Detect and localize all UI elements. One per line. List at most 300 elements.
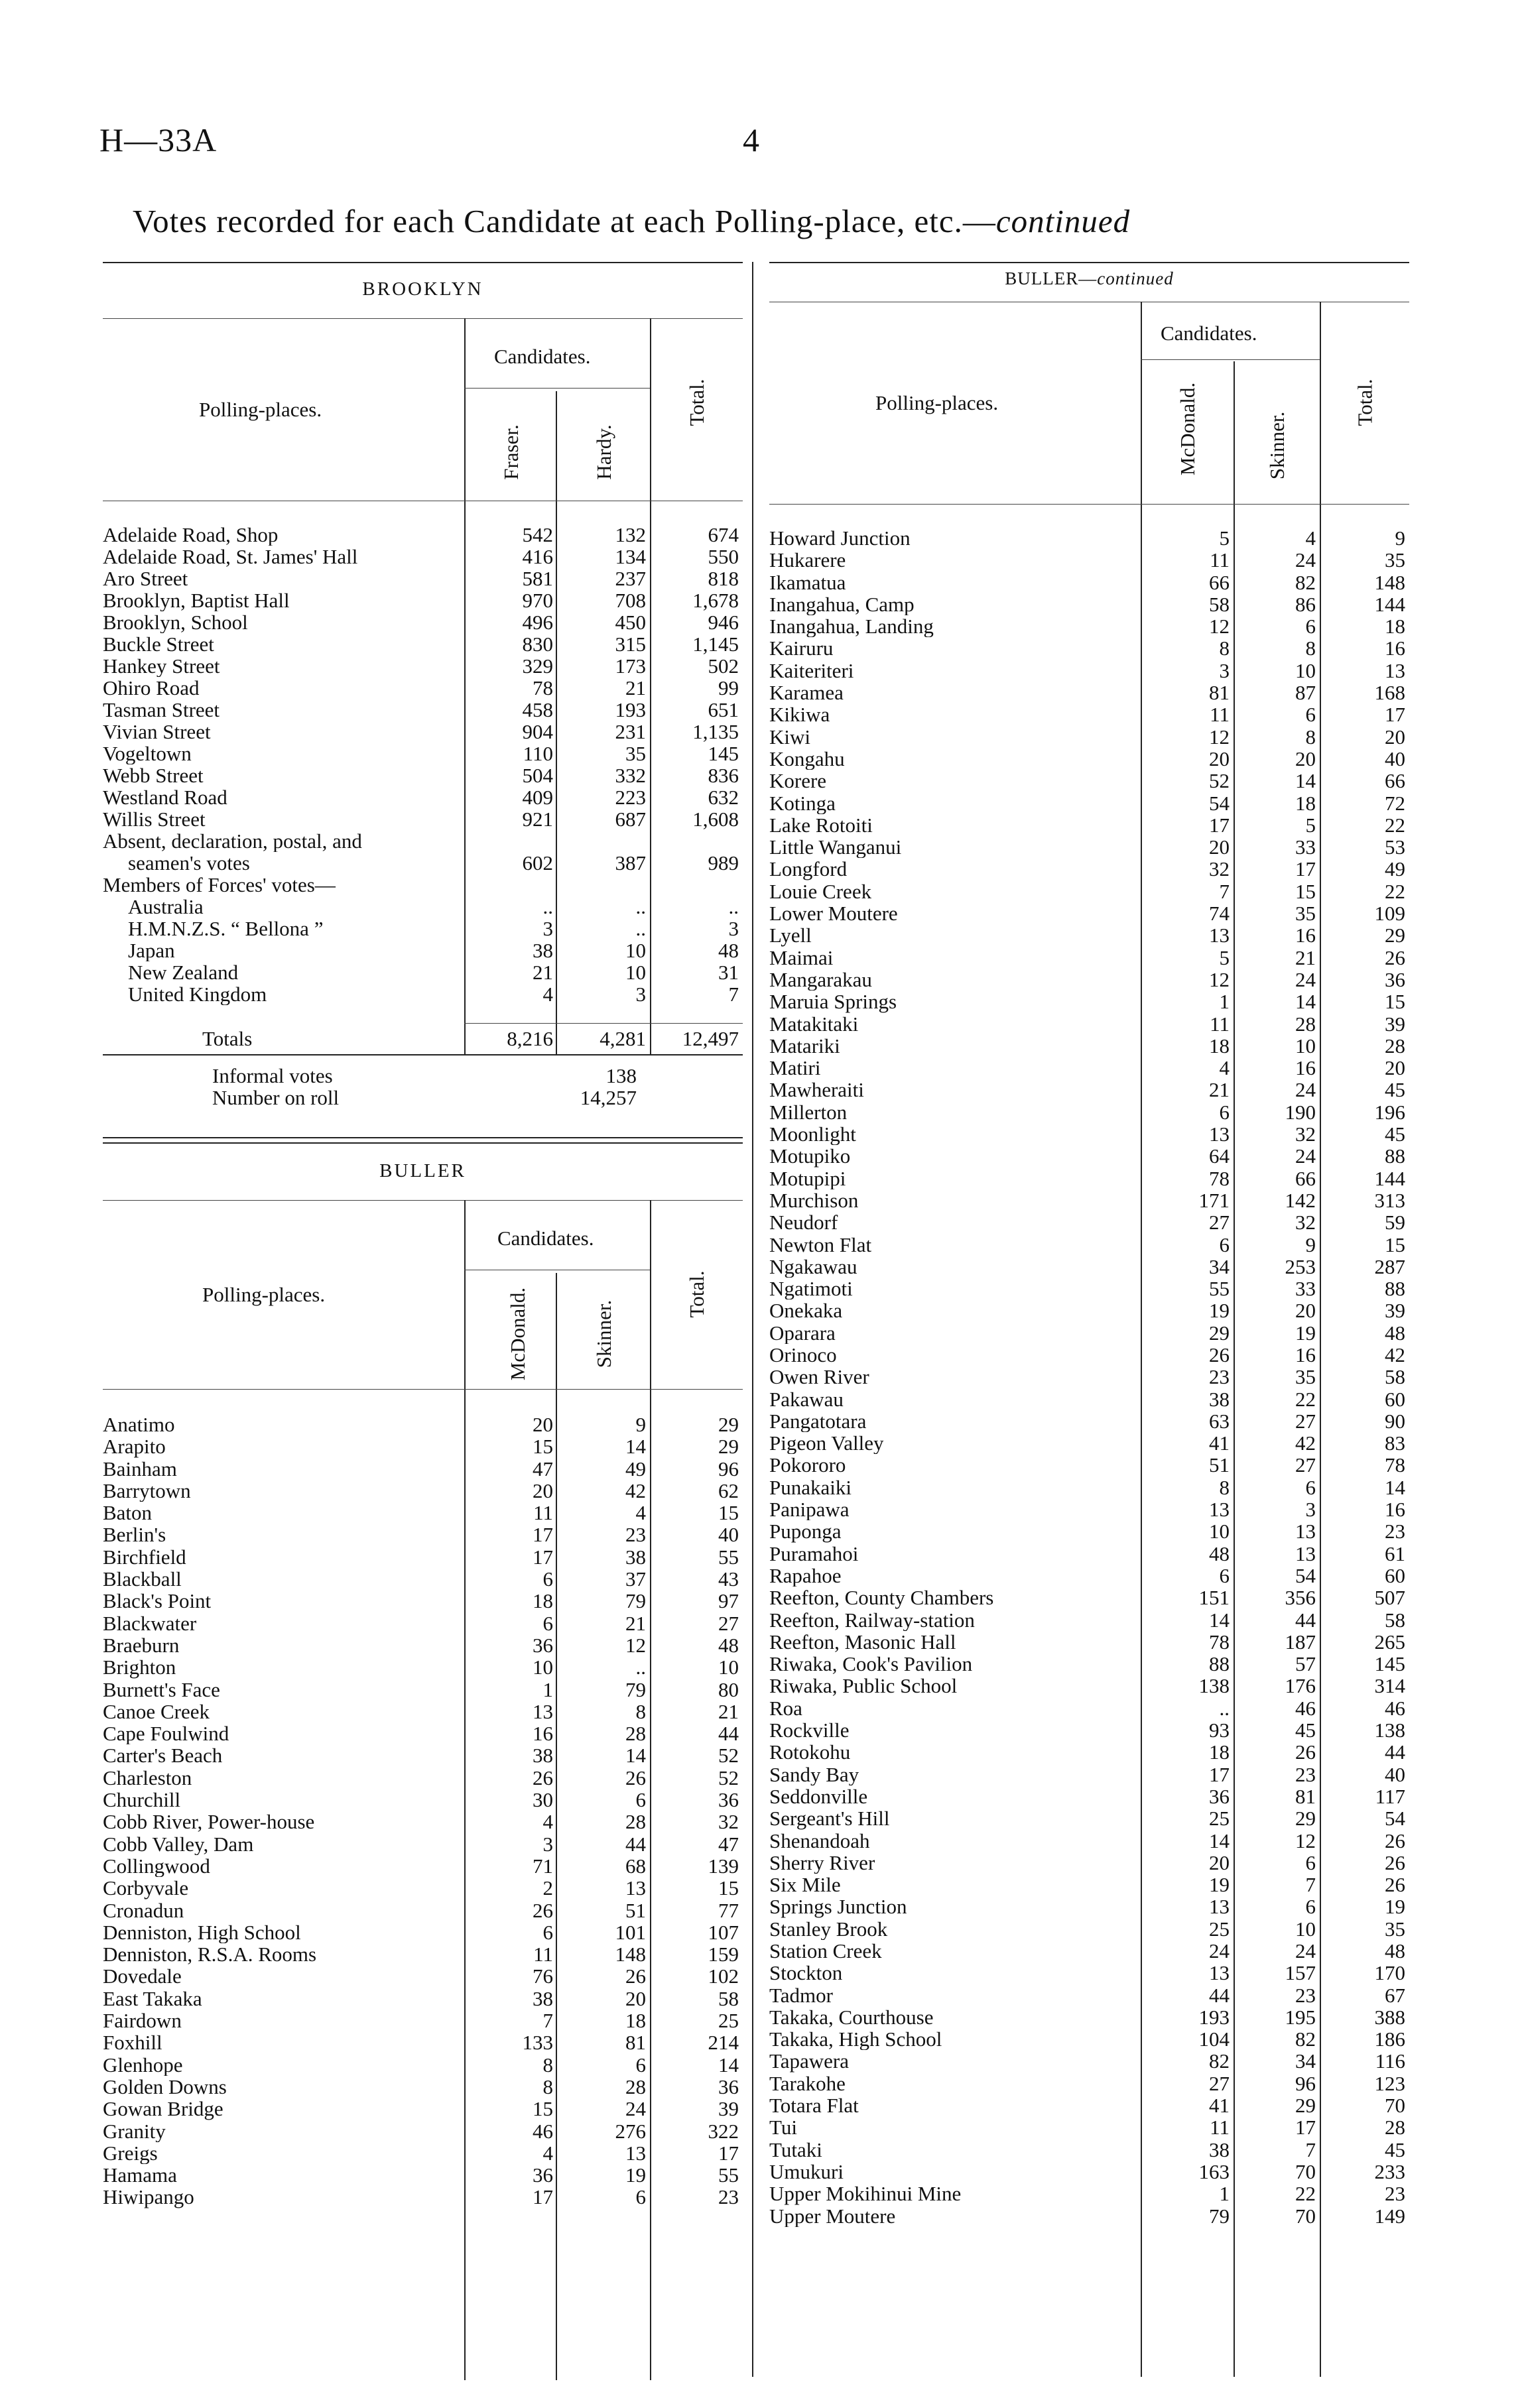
candidate-1-votes: 48 [1209,1542,1230,1565]
table-row [103,1524,743,1545]
total-votes: 139 [708,1854,739,1878]
candidate-2-votes: 27 [1295,1454,1316,1476]
table-row [769,1256,1409,1278]
candidate-2-votes: 27 [1295,1410,1316,1433]
polling-place-name: Granity [103,2120,166,2142]
brooklyn-col-hardy: Hardy. [592,424,615,480]
polling-place-name: Anatimo [103,1414,175,1436]
table-row [769,1565,1409,1587]
candidate-1-votes: 17 [1209,813,1230,837]
table-row [103,2054,743,2076]
candidate-2-votes: 26 [1295,1741,1316,1764]
polling-place-name: Kairuru [769,637,834,660]
page-title-continued: continued [995,203,1131,239]
candidate-1-votes: .. [1219,1697,1230,1720]
total-votes: 66 [1385,770,1405,792]
candidate-1-votes: 13 [1209,924,1230,947]
candidate-2-votes: 13 [625,1877,646,1899]
total-votes: 48 [718,939,739,961]
polling-place-name: Brooklyn, School [103,611,248,633]
candidate-1-votes: 30 [533,1789,553,1811]
polling-place-name: Korere [769,770,827,792]
candidate-1-votes: 11 [1210,2116,1230,2139]
candidate-1-votes: 3 [1219,659,1230,682]
polling-place-name: Tutaki [769,2138,822,2161]
candidate-2-votes: 45 [1295,1719,1316,1742]
total-votes: 1,135 [692,721,739,743]
table-row [103,2142,743,2164]
total-votes: 20 [1385,1057,1405,1079]
candidate-1-votes: 64 [1209,1145,1230,1168]
total-votes: 36 [1385,968,1405,991]
polling-place-name: Newton Flat [769,1233,872,1256]
candidate-2-votes: 35 [1295,902,1316,925]
polling-place-name: seamen's votes [128,852,250,874]
table-row [103,961,743,983]
candidate-2-votes: 6 [1305,615,1316,638]
candidate-2-votes: 6 [1305,1476,1316,1499]
total-votes: 40 [1385,747,1405,770]
total-votes: 58 [718,1987,739,2010]
buller-col-mcdonald: McDonald. [506,1287,529,1381]
table-row [103,1789,743,1811]
total-votes: 388 [1374,2006,1405,2029]
table-row [769,924,1409,946]
table-row [769,1587,1409,1608]
total-votes: 29 [718,1414,739,1436]
total-votes: 35 [1385,549,1405,572]
polling-place-name: Kongahu [769,747,845,770]
candidate-1-votes: 830 [522,633,553,655]
polling-place-name: Howard Junction [769,527,911,550]
table-row [103,1590,743,1612]
total-votes: 48 [1385,1940,1405,1962]
candidate-2-votes: 173 [615,655,646,677]
candidate-2-votes: 237 [615,568,646,589]
brooklyn-total-hardy: 4,281 [600,1028,646,1050]
table-row [769,2161,1409,2183]
total-votes: 18 [1385,615,1405,638]
candidate-2-votes: 708 [615,589,646,611]
column-divider [752,262,753,2377]
candidate-2-votes: 66 [1295,1167,1316,1189]
candidate-2-votes: .. [635,896,646,918]
table-row [769,1454,1409,1476]
candidate-1-votes: 32 [1209,858,1230,880]
candidate-1-votes: 171 [1198,1189,1230,1212]
candidate-2-votes: 28 [625,1811,646,1833]
candidate-1-votes: 18 [1209,1741,1230,1764]
buller-cont-col-mcdonald: McDonald. [1176,382,1199,476]
total-votes: 148 [1374,571,1405,593]
buller-header-bottom-rule [103,1389,743,1390]
candidate-2-votes: 32 [1295,1123,1316,1146]
candidate-1-votes: 496 [522,611,553,633]
candidate-1-votes: 20 [1209,836,1230,859]
table-row [769,748,1409,770]
total-votes: 314 [1374,1675,1405,1697]
table-row [769,1918,1409,1940]
polling-place-name: Charleston [103,1766,192,1789]
polling-place-name: Pokororo [769,1454,846,1476]
table-row [769,1520,1409,1542]
candidate-2-votes: 26 [625,1965,646,1988]
candidate-2-votes: 10 [625,961,646,983]
candidate-1-votes: 18 [533,1590,553,1612]
candidate-1-votes: 8 [1219,637,1230,660]
candidate-2-votes: 49 [625,1457,646,1480]
polling-place-name: Little Wanganui [769,836,902,859]
total-votes: 1,678 [692,589,739,611]
polling-place-name: Onekaka [769,1299,843,1322]
table-row [769,902,1409,924]
candidate-2-votes: 17 [1295,858,1316,880]
candidate-1-votes: 17 [533,1545,553,1569]
polling-place-name: Cronadun [103,1899,184,1921]
candidate-2-votes: 6 [635,1789,646,1811]
candidate-1-votes: 10 [1209,1520,1230,1543]
table-row [769,1764,1409,1785]
candidate-1-votes: 15 [533,2098,553,2120]
candidate-1-votes: 602 [522,852,553,874]
table-row [769,2183,1409,2204]
total-votes: 29 [1385,924,1405,947]
candidate-1-votes: 25 [1209,1917,1230,1940]
candidate-1-votes: 13 [1209,1498,1230,1521]
candidate-2-votes: 6 [1305,703,1316,726]
table-row [769,527,1409,549]
polling-place-name: Motupiko [769,1145,851,1168]
table-row [103,1414,743,1435]
candidate-1-votes: 13 [533,1700,553,1723]
polling-place-name: Ngatimoti [769,1278,853,1300]
polling-place-name: Tapawera [769,2050,850,2073]
table-row [103,1679,743,1701]
polling-place-name: Station Creek [769,1940,882,1962]
brooklyn-total-fraser: 8,216 [507,1028,553,1050]
total-votes: 26 [1385,1829,1405,1852]
polling-place-name: Hiwipango [103,2186,194,2208]
table-row [769,836,1409,858]
table-row [769,2116,1409,2138]
polling-place-name: Corbyvale [103,1877,189,1899]
polling-place-name: Rapahoe [769,1564,842,1587]
table-row [769,1145,1409,1167]
candidate-2-votes: 29 [1295,1807,1316,1830]
candidate-2-votes: 6 [1305,1896,1316,1918]
total-votes: 836 [708,764,739,786]
total-votes: 80 [718,1678,739,1701]
total-votes: 48 [1385,1321,1405,1344]
candidate-2-votes: 20 [1295,747,1316,770]
candidate-1-votes: 12 [1209,725,1230,748]
table-row [769,2006,1409,2028]
brooklyn-col-total: Total. [685,379,708,426]
total-votes: 97 [718,1590,739,1612]
candidate-1-votes: 11 [533,1502,553,1524]
table-row [769,814,1409,836]
table-row [769,1697,1409,1719]
table-row [769,703,1409,725]
total-votes: 507 [1374,1587,1405,1609]
polling-place-name: Birchfield [103,1545,186,1569]
table-row [769,593,1409,615]
candidate-1-votes: 41 [1209,2094,1230,2117]
polling-place-name: Canoe Creek [103,1700,210,1723]
candidate-2-votes: 79 [625,1590,646,1612]
total-votes: 144 [1374,1167,1405,1189]
polling-place-name: Six Mile [769,1874,841,1896]
polling-place-name: United Kingdom [128,983,267,1005]
table-row [769,1807,1409,1829]
table-row [769,1278,1409,1299]
table-row [103,1722,743,1744]
table-row [769,1874,1409,1896]
polling-place-name: Ohiro Road [103,677,200,699]
candidate-2-votes: 356 [1285,1587,1316,1609]
total-votes: 550 [708,546,739,568]
polling-place-name: Japan [128,939,175,961]
candidate-1-votes: 11 [1210,1012,1230,1035]
candidate-1-votes: 409 [522,786,553,808]
table-row [769,991,1409,1012]
total-votes: 26 [1385,1851,1405,1874]
candidate-2-votes: 82 [1295,2028,1316,2051]
table-row [103,1568,743,1590]
table-row [103,1634,743,1656]
candidate-1-votes: 21 [533,961,553,983]
polling-place-name: Sandy Bay [769,1763,859,1785]
polling-place-name: Moonlight [769,1123,856,1146]
buller-cont-col-polling: Polling-places. [875,391,999,414]
polling-place-name: Kaiteriteri [769,659,854,682]
candidate-2-votes: 22 [1295,2183,1316,2205]
candidate-1-votes: 3 [542,918,553,939]
polling-place-name: Willis Street [103,808,206,830]
total-votes: 196 [1374,1101,1405,1124]
candidate-2-votes: 17 [1295,2116,1316,2139]
table-row [103,1656,743,1678]
candidate-1-votes: 14 [1209,1608,1230,1631]
total-votes: 28 [1385,2116,1405,2139]
candidate-2-votes: 38 [625,1545,646,1569]
candidate-1-votes: 17 [1209,1763,1230,1785]
candidate-2-votes: 33 [1295,1278,1316,1300]
total-votes: 48 [718,1634,739,1657]
table-row [769,549,1409,571]
polling-place-name: East Takaka [103,1987,202,2010]
table-row [769,1388,1409,1410]
polling-place-name: Pigeon Valley [769,1432,884,1455]
polling-place-name: Brighton [103,1656,176,1679]
candidate-2-votes: 14 [1295,991,1316,1013]
total-votes: 27 [718,1612,739,1634]
total-votes: 214 [708,2031,739,2054]
total-votes: 818 [708,568,739,589]
candidate-2-votes: 16 [1295,924,1316,947]
brooklyn-cand-rule [464,388,650,389]
table-row [769,572,1409,593]
table-row [769,1410,1409,1432]
candidate-2-votes: 231 [615,721,646,743]
polling-place-name: Longford [769,858,848,880]
polling-place-name: Panipawa [769,1498,850,1521]
polling-place-name: Kotinga [769,792,836,814]
candidate-2-votes: .. [635,1656,646,1679]
polling-place-name: Millerton [769,1101,848,1124]
total-votes: 14 [718,2053,739,2076]
candidate-1-votes: 26 [1209,1343,1230,1366]
candidate-1-votes: 7 [542,2010,553,2032]
total-votes: 651 [708,699,739,721]
total-votes: 49 [1385,858,1405,880]
candidate-2-votes: 195 [1285,2006,1316,2029]
candidate-1-votes: 581 [522,568,553,589]
candidate-2-votes: 332 [615,764,646,786]
candidate-1-votes: 11 [1210,703,1230,726]
table-row [769,2073,1409,2094]
table-row [103,568,743,589]
polling-place-name: Sherry River [769,1851,875,1874]
candidate-2-votes: 23 [1295,1984,1316,2006]
polling-place-name: Fairdown [103,2010,182,2032]
brooklyn-totals-label: Totals [202,1028,253,1050]
total-votes: 32 [718,1811,739,1833]
candidate-1-votes: 4 [542,2141,553,2165]
candidate-1-votes: 17 [533,1524,553,1546]
candidate-1-votes: 6 [1219,1101,1230,1124]
candidate-1-votes: 10 [533,1656,553,1679]
polling-place-name: Riwaka, Cook's Pavilion [769,1653,973,1675]
total-votes: 22 [1385,880,1405,903]
polling-place-name: Burnett's Face [103,1678,220,1701]
buller-cont-top-rule [769,262,1409,263]
total-votes: 62 [718,1479,739,1502]
total-votes: 39 [1385,1299,1405,1322]
total-votes: 322 [708,2120,739,2142]
candidate-2-votes: 8 [1305,637,1316,660]
candidate-1-votes: 6 [542,1921,553,1944]
candidate-1-votes: 18 [1209,1034,1230,1057]
candidate-2-votes: 187 [1285,1630,1316,1654]
total-votes: 52 [718,1766,739,1789]
total-votes: 10 [718,1656,739,1679]
table-row [769,1057,1409,1079]
candidate-2-votes: 96 [1295,2072,1316,2095]
buller-table [103,1414,743,2208]
polling-place-name: Rotokohu [769,1741,851,1764]
table-row [769,1498,1409,1520]
candidate-1-votes: 47 [533,1457,553,1480]
brooklyn-totals-rule [464,1023,743,1024]
candidate-2-votes: 13 [1295,1542,1316,1565]
table-row [769,1852,1409,1874]
total-votes: 22 [1385,813,1405,837]
candidate-2-votes: 19 [625,2164,646,2187]
total-votes: 1,145 [692,633,739,655]
candidate-1-votes: 58 [1209,593,1230,616]
total-votes: 60 [1385,1388,1405,1410]
table-row [103,852,743,874]
table-row [103,1502,743,1524]
candidate-2-votes: .. [635,918,646,939]
total-votes: 60 [1385,1564,1405,1587]
candidate-2-votes: 21 [625,1612,646,1634]
candidate-2-votes: 387 [615,852,646,874]
polling-place-name: Takaka, Courthouse [769,2006,934,2029]
candidate-1-votes: 26 [533,1766,553,1789]
polling-place-name: Baton [103,1502,153,1524]
table-row [769,1035,1409,1057]
candidate-2-votes: 21 [625,677,646,699]
candidate-1-votes: 458 [522,699,553,721]
candidate-1-votes: 21 [1209,1079,1230,1101]
brooklyn-table [103,524,743,1005]
candidate-1-votes: 27 [1209,2072,1230,2095]
candidate-1-votes: 78 [1209,1167,1230,1189]
total-votes: 287 [1374,1255,1405,1278]
table-row [769,770,1409,792]
table-row [769,1896,1409,1917]
total-votes: 9 [1395,527,1405,550]
candidate-2-votes: 57 [1295,1653,1316,1675]
polling-place-name: Arapito [103,1435,166,1458]
candidate-2-votes: 8 [635,1700,646,1723]
polling-place-name: Maruia Springs [769,991,897,1013]
candidate-2-votes: 24 [625,2098,646,2120]
table-row [769,1476,1409,1498]
page-title-main: Votes recorded for each Candidate at each Polling-place, etc.— [133,203,996,239]
brooklyn-roll-value: 14,257 [580,1086,637,1109]
polling-place-name: Stockton [769,1962,843,1984]
brooklyn-top-rule [103,262,743,263]
polling-place-name: Absent, declaration, postal, and [103,830,362,852]
polling-place-name: Upper Mokihinui Mine [769,2183,962,2205]
total-votes: 19 [1385,1896,1405,1918]
candidate-1-votes: 1 [542,1678,553,1701]
brooklyn-col-polling: Polling-places. [199,398,322,421]
candidate-1-votes: 55 [1209,1278,1230,1300]
candidate-2-votes: 190 [1285,1101,1316,1124]
polling-place-name: Denniston, R.S.A. Rooms [103,1943,317,1966]
table-row [103,874,743,896]
candidate-1-votes: 329 [522,655,553,677]
candidate-1-votes: 13 [1209,1896,1230,1918]
candidate-1-votes: 7 [1219,880,1230,903]
polling-place-name: Blackball [103,1568,182,1591]
table-row [769,615,1409,637]
candidate-2-votes: 20 [625,1987,646,2010]
polling-place-name: Barrytown [103,1479,191,1502]
candidate-2-votes: 70 [1295,2160,1316,2183]
total-votes: 40 [718,1524,739,1546]
total-votes: 35 [1385,1917,1405,1940]
polling-place-name: Ikamatua [769,571,846,593]
candidate-2-votes: 42 [1295,1432,1316,1455]
table-row [103,1921,743,1943]
polling-place-name: Puponga [769,1520,842,1543]
polling-place-name: Reefton, County Chambers [769,1587,994,1609]
candidate-2-votes: 6 [635,2053,646,2076]
polling-place-name: Matariki [769,1034,840,1057]
table-row [103,808,743,830]
table-row [769,660,1409,682]
total-votes: 88 [1385,1278,1405,1300]
candidate-2-votes: 276 [615,2120,646,2142]
table-row [769,2139,1409,2161]
candidate-1-votes: 13 [1209,1123,1230,1146]
candidate-2-votes: 82 [1295,571,1316,593]
